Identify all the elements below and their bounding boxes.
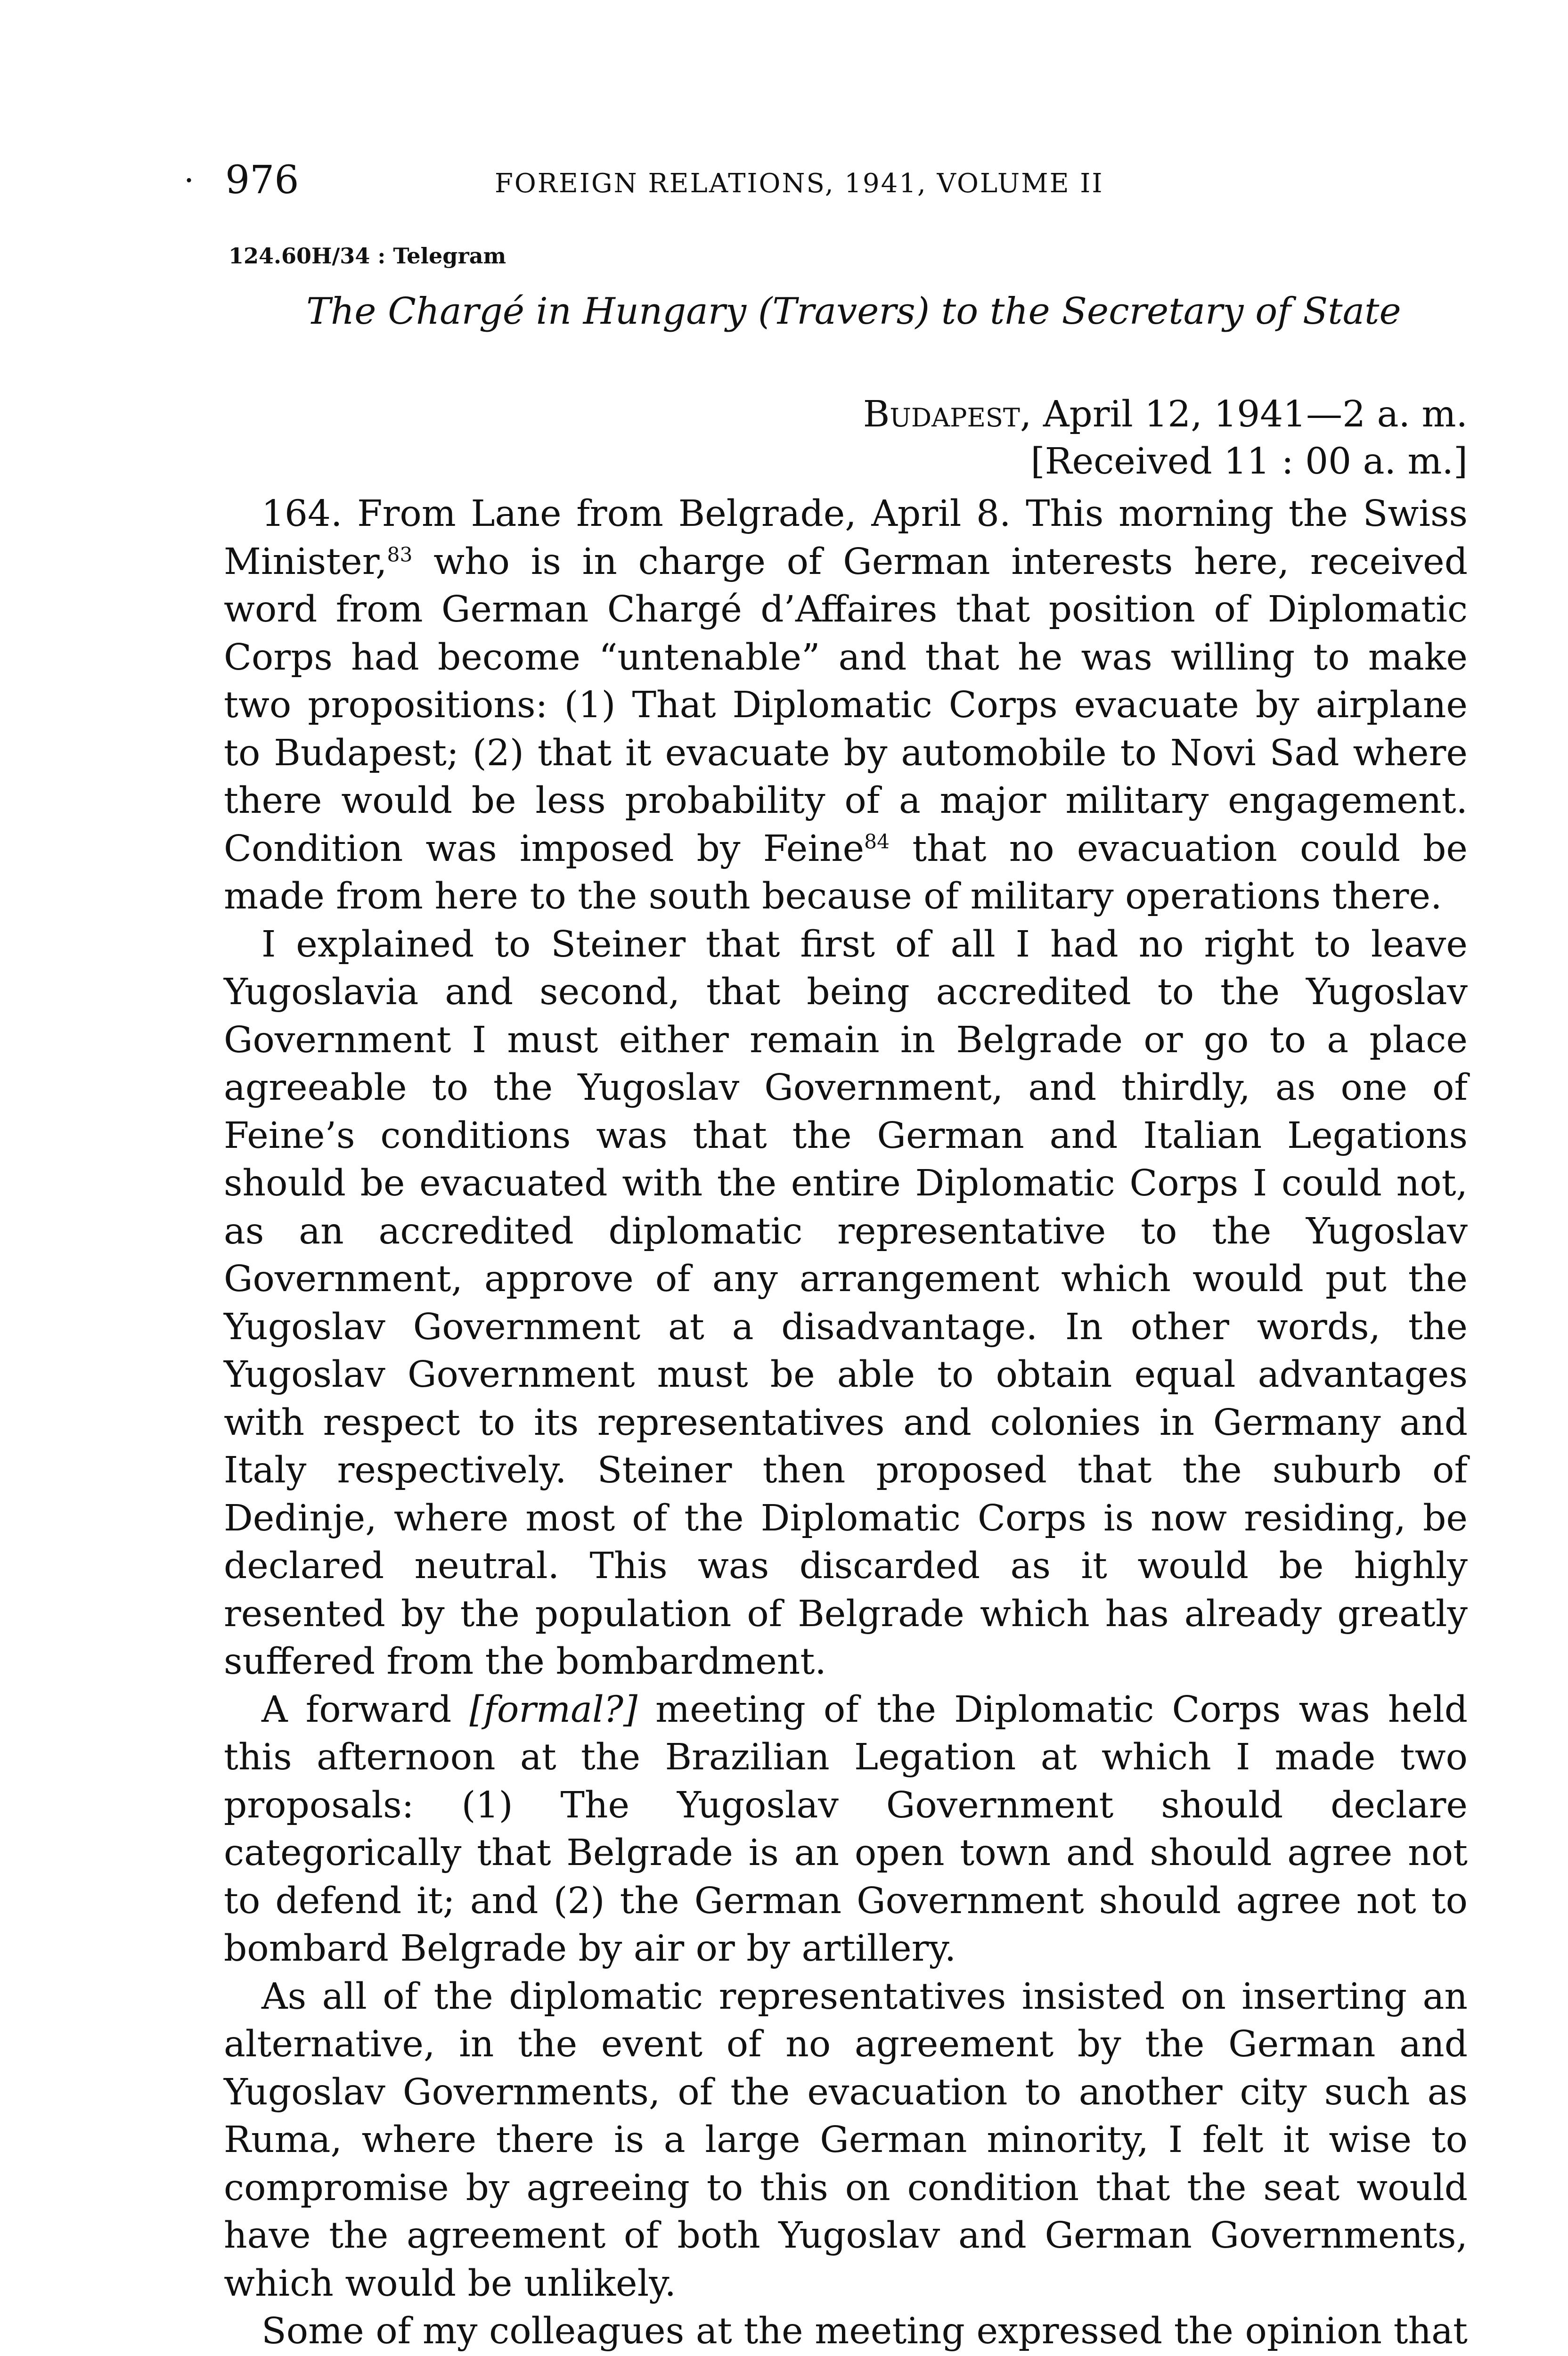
dateline-date: April 12, 1941—2 a. m. [1031,393,1468,435]
dateline-place-date [863,391,1468,438]
paragraph-1-text-b: who is in charge of German interests here, received word from German Chargé d’Affaires that position of Diplomatic Corps had become “untenable” and that he was willing to make two propositions: (1) That Diplomatic Corps evacuate by airplane to Budapest; (2) that it evacuate by automobile to Novi Sad where there would be less probability of a major military engagement. Condition was imposed by Feine [224,540,1468,870]
paragraph-1-text-c: that no evacuation could be made from here to the south because of military operations there. [224,827,1468,917]
footnote-ref-84: 84 [864,829,890,853]
paragraph-3-text-a: A forward [261,1688,470,1731]
telegram-body [224,490,1468,2356]
document-title: The Chargé in Hungary (Travers) to the Secretary of State [306,290,1401,333]
paragraph-1 [224,490,1468,921]
file-reference: 124.60H/34 : Telegram [229,243,506,269]
paragraph-4: As all of the diplomatic representatives insisted on inserting an alternative, in the event of no agreement by the German and Yugoslav Governments, of the evacuation to another city such as Ruma, where there is a large German minority, I felt it wise to compromise by agreeing to this on condition that the seat would have the agreement of both Yugoslav and German Governments, which would be unlikely. [224,1975,1468,2305]
dateline [863,391,1468,485]
running-head: FOREIGN RELATIONS, 1941, VOLUME II [495,168,1104,199]
paragraph-3-text-b: meeting of the Diplomatic Corps was held this afternoon at the Brazilian Legation at which I made two proposals: (1) The Yugoslav Government should declare categorically that Belgrade is an open town and should agree not to defend it; and (2) the German Government should agree not to bombard Belgrade by air or by artillery. [224,1688,1468,1970]
paragraph-1-text-a: 164. From Lane from Belgrade, April 8. This morning the Swiss Minister, [224,493,1468,583]
page-number: 976 [225,158,299,203]
paragraph-2: I explained to Steiner that first of all I had no right to leave Yugoslavia and second, that being accredited to the Yugoslav Government I must either remain in Belgrade or go to a place agreeable to the Yugoslav Government, and thirdly, as one of Feine’s conditions was that the German and Italian Legations should be evacuated with the entire Diplomatic Corps I could not, as an accredited diplomatic representative to the Yugoslav Government, approve of any arrangement which would put the Yugoslav Government at a disadvantage. In other words, the Yugoslav Government must be able to obtain equal advantages with respect to its representatives and colonies in Germany and Italy respectively. Steiner then proposed that the suburb of Dedinje, where most of the Diplomatic Corps is now residing, be declared neutral. This was discarded as it would be highly resented by the population of Belgrade which has already greatly suffered from the bombardment. [224,923,1468,1683]
editorial-insertion: [formal?] [469,1688,638,1731]
page-header [0,159,1568,211]
footnote-ref-83: 83 [387,542,413,566]
margin-dot: · [184,161,195,200]
paragraph-3 [224,1686,1468,1973]
paragraph-5: Some of my colleagues at the meeting expressed the opinion that [261,2310,1468,2352]
received-time: [Received 11 : 00 a. m.] [1030,441,1468,483]
dateline-place: Budapest, [863,393,1032,435]
